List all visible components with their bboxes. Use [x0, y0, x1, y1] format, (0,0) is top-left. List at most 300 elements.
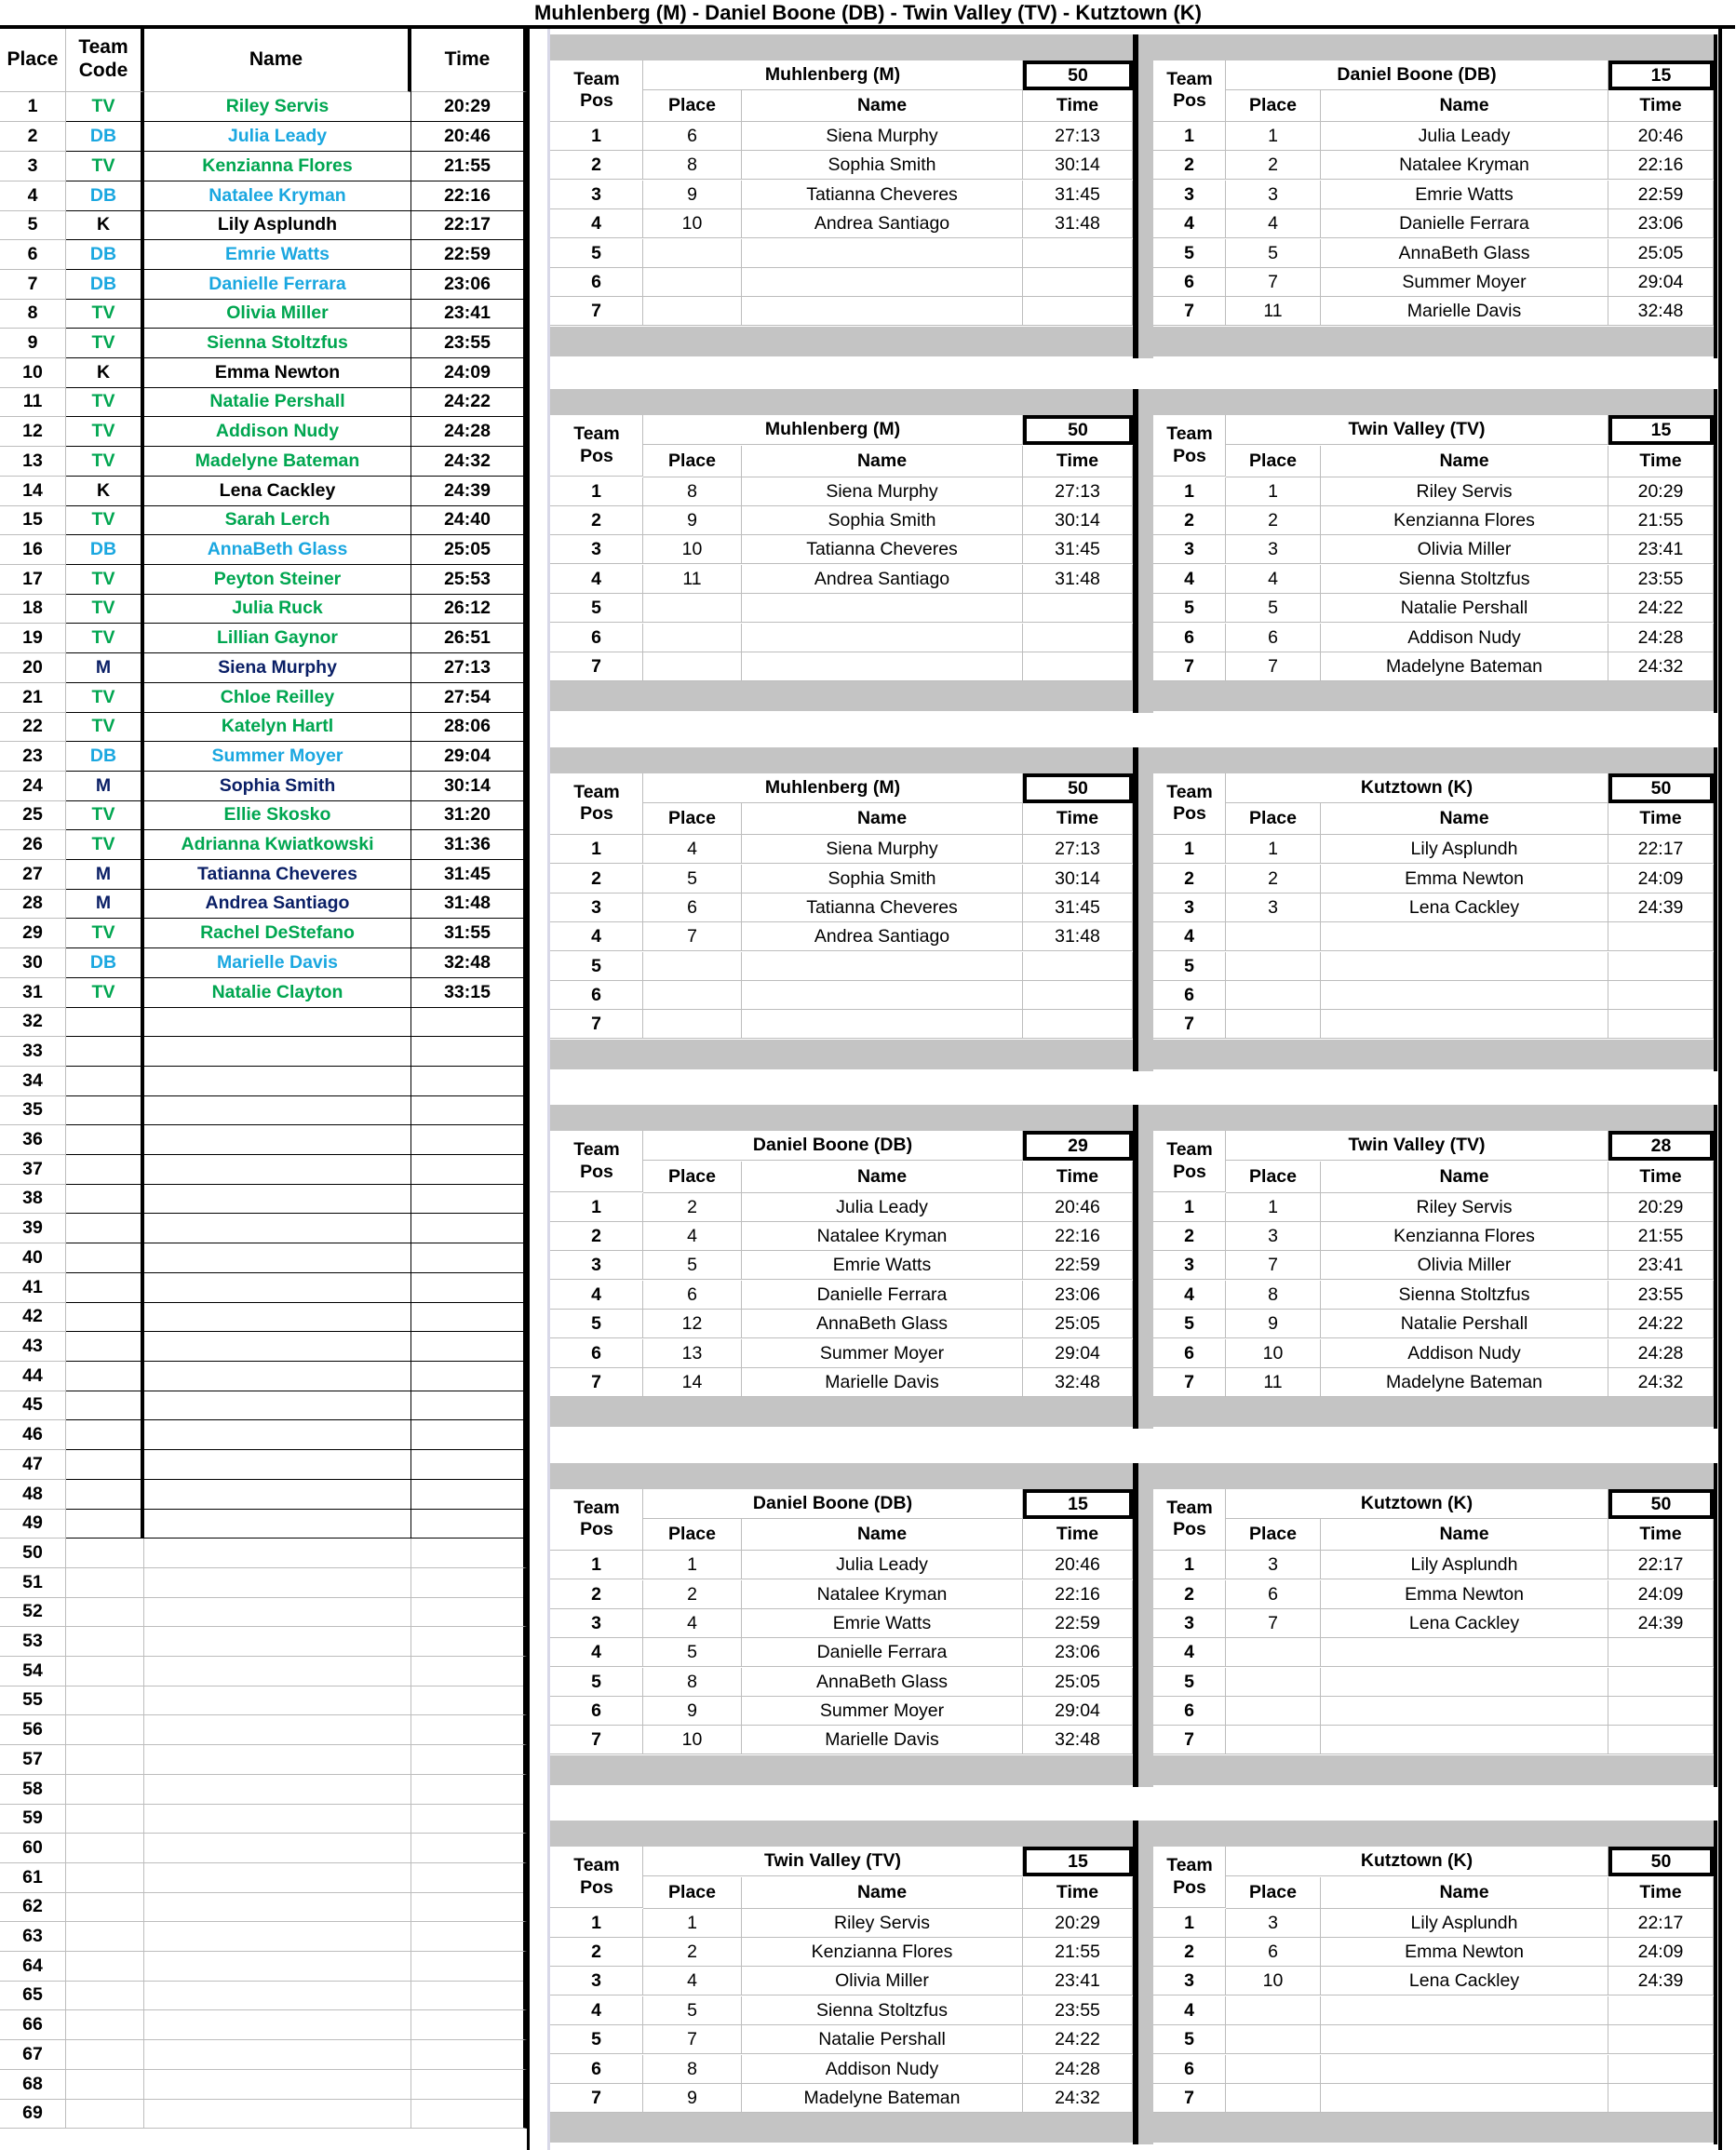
- runner-name: [144, 1834, 411, 1863]
- team-code: [66, 1568, 144, 1598]
- runner-time: [411, 1273, 527, 1303]
- runner-name: [144, 2040, 411, 2070]
- team-code: DB: [66, 122, 144, 152]
- runner-name: Olivia Miller: [1321, 535, 1608, 564]
- runner-name: [144, 1214, 411, 1243]
- runner-name: [144, 1007, 411, 1037]
- runner-time: 27:13: [411, 653, 527, 683]
- runner-time: 24:32: [411, 447, 527, 477]
- gray-band: [550, 1397, 1133, 1427]
- team-pos: 6: [550, 624, 643, 652]
- runner-place: [1226, 981, 1321, 1010]
- team-code: DB: [66, 181, 144, 211]
- team-header: Team: [573, 1498, 620, 1518]
- runner-name: AnnaBeth Glass: [144, 535, 411, 565]
- header-place: Place: [0, 27, 66, 92]
- team-pos: 4: [550, 565, 643, 594]
- runner-time: [1608, 1697, 1714, 1726]
- runner-time: 23:41: [411, 299, 527, 329]
- team-pos: 5: [550, 2025, 643, 2054]
- team-pos: 3: [1153, 181, 1226, 209]
- place-number: 17: [0, 565, 66, 595]
- team-pos: 1: [550, 835, 643, 864]
- team-pos: 4: [1153, 1638, 1226, 1667]
- runner-time: [1023, 952, 1133, 981]
- team-pos: 1: [550, 1909, 643, 1938]
- place-number: 38: [0, 1184, 66, 1214]
- runner-name: Emma Newton: [1321, 865, 1608, 894]
- runner-name: Peyton Steiner: [144, 565, 411, 595]
- runner-place: 6: [1226, 624, 1321, 652]
- runner-place: 9: [643, 1697, 742, 1726]
- runner-name: Lena Cackley: [1321, 1609, 1608, 1638]
- place-header: Place: [1226, 1519, 1321, 1551]
- runner-time: [1608, 922, 1714, 951]
- team-pos: 7: [550, 1726, 643, 1754]
- place-header: Place: [643, 1877, 742, 1909]
- runner-place: 4: [1226, 565, 1321, 594]
- pos-header: Pos: [580, 90, 613, 111]
- team-score: 15: [1608, 60, 1714, 90]
- team-pos: 1: [550, 1193, 643, 1222]
- pos-header: Pos: [1173, 1519, 1206, 1539]
- runner-time: [411, 1125, 527, 1155]
- runner-place: 9: [643, 2084, 742, 2113]
- runner-place: [1226, 1010, 1321, 1039]
- team-code: TV: [66, 978, 144, 1008]
- place-number: 66: [0, 2010, 66, 2040]
- header-time: Time: [411, 27, 527, 92]
- runner-time: [1608, 981, 1714, 1010]
- runner-name: [742, 594, 1023, 623]
- runner-name: Addison Nudy: [1321, 624, 1608, 652]
- gray-band: [550, 1463, 1133, 1489]
- runner-time: [411, 2040, 527, 2070]
- runner-time: 31:48: [1023, 209, 1133, 238]
- team-code: [66, 1981, 144, 2010]
- runner-time: 23:06: [1608, 209, 1714, 238]
- runner-time: 22:17: [1608, 835, 1714, 864]
- team-pos: 5: [1153, 239, 1226, 268]
- runner-time: [411, 1243, 527, 1273]
- runner-time: [1023, 297, 1133, 326]
- runner-time: 24:22: [1608, 1310, 1714, 1338]
- team-code: [66, 1509, 144, 1539]
- team-code: [66, 1302, 144, 1332]
- runner-place: 2: [643, 1193, 742, 1222]
- runner-name: Tatianna Cheveres: [144, 860, 411, 890]
- team-code: TV: [66, 919, 144, 948]
- runner-time: 23:06: [1023, 1638, 1133, 1667]
- team-code: [66, 1922, 144, 1952]
- team-pos: 5: [550, 1668, 643, 1697]
- team-pos: 2: [1153, 1222, 1226, 1251]
- runner-time: 20:46: [1023, 1551, 1133, 1579]
- team-pos: 1: [1153, 1193, 1226, 1222]
- team-pos: 3: [1153, 894, 1226, 922]
- runner-name: [1321, 1668, 1608, 1697]
- team-code: [66, 1037, 144, 1067]
- team-name: Daniel Boone (DB): [643, 1489, 1023, 1519]
- place-number: 8: [0, 299, 66, 329]
- runner-time: 23:41: [1023, 1967, 1133, 1995]
- place-header: Place: [1226, 446, 1321, 477]
- runner-name: [742, 297, 1023, 326]
- place-number: 69: [0, 2099, 66, 2129]
- team-code: [66, 1892, 144, 1922]
- runner-time: 24:32: [1023, 2084, 1133, 2113]
- pos-header: Pos: [580, 1877, 613, 1898]
- runner-time: 31:36: [411, 830, 527, 860]
- team-code: [66, 1834, 144, 1863]
- runner-place: 9: [1226, 1310, 1321, 1338]
- place-number: 43: [0, 1332, 66, 1362]
- runner-time: 24:09: [411, 358, 527, 388]
- edge-line: [1714, 1821, 1717, 2144]
- runner-name: Danielle Ferrara: [742, 1281, 1023, 1310]
- runner-place: 8: [643, 1668, 742, 1697]
- team-code: [66, 1745, 144, 1775]
- team-pos: 3: [1153, 1609, 1226, 1638]
- team-pos: 2: [550, 865, 643, 894]
- runner-time: 23:55: [1608, 565, 1714, 594]
- runner-name: [144, 1302, 411, 1332]
- place-number: 23: [0, 742, 66, 772]
- runner-time: 32:48: [1608, 297, 1714, 326]
- runner-name: Lily Asplundh: [1321, 1551, 1608, 1579]
- runner-place: 7: [643, 922, 742, 951]
- runner-time: 23:06: [1023, 1281, 1133, 1310]
- team-code: M: [66, 889, 144, 919]
- place-number: 46: [0, 1420, 66, 1450]
- runner-time: [411, 1892, 527, 1922]
- runner-time: 32:48: [1023, 1368, 1133, 1397]
- runner-name: [1321, 2025, 1608, 2054]
- runner-place: 6: [1226, 1580, 1321, 1609]
- place-number: 37: [0, 1155, 66, 1185]
- gray-band: [550, 747, 1133, 773]
- runner-time: 24:39: [1608, 1967, 1714, 1995]
- runner-time: 31:48: [1023, 922, 1133, 951]
- runner-name: [742, 981, 1023, 1010]
- place-header: Place: [1226, 1162, 1321, 1193]
- team-score: 50: [1023, 415, 1133, 445]
- runner-time: [1608, 952, 1714, 981]
- runner-place: 11: [643, 565, 742, 594]
- runner-name: Rachel DeStefano: [144, 919, 411, 948]
- runner-name: Julia Leady: [1321, 122, 1608, 151]
- runner-name: Emma Newton: [1321, 1938, 1608, 1967]
- team-code: K: [66, 358, 144, 388]
- place-number: 65: [0, 1981, 66, 2010]
- runner-name: [1321, 1726, 1608, 1754]
- team-code: TV: [66, 417, 144, 447]
- runner-time: 24:40: [411, 505, 527, 535]
- runner-place: 4: [643, 1609, 742, 1638]
- divider-line: [1133, 1105, 1138, 1429]
- gray-band: [1153, 1105, 1715, 1131]
- runner-place: [1226, 1638, 1321, 1667]
- runner-time: 26:12: [411, 594, 527, 624]
- runner-name: Chloe Reilley: [144, 683, 411, 713]
- runner-place: 7: [1226, 1609, 1321, 1638]
- team-pos: 6: [1153, 2055, 1226, 2084]
- runner-name: [742, 239, 1023, 268]
- team-pos: 5: [1153, 1310, 1226, 1338]
- runner-time: [1608, 1996, 1714, 2025]
- runner-place: [1226, 1668, 1321, 1697]
- runner-name: Natalee Kryman: [144, 181, 411, 211]
- team-score: 50: [1608, 773, 1714, 803]
- place-number: 42: [0, 1302, 66, 1332]
- team-pos: 6: [1153, 268, 1226, 297]
- team-header: Team: [1166, 1139, 1213, 1160]
- runner-time: [1023, 1010, 1133, 1039]
- time-header: Time: [1608, 803, 1714, 835]
- team-name: Daniel Boone (DB): [1226, 60, 1608, 90]
- runner-name: Lena Cackley: [1321, 1967, 1608, 1995]
- sheet-right-border: [1718, 27, 1722, 2150]
- runner-time: 29:04: [1023, 1339, 1133, 1368]
- runner-time: [411, 1981, 527, 2010]
- runner-time: 23:55: [411, 329, 527, 358]
- team-pos: 4: [550, 1996, 643, 2025]
- team-code: TV: [66, 447, 144, 477]
- team-header: Team: [573, 69, 620, 89]
- team-code: [66, 1686, 144, 1715]
- runner-place: 1: [1226, 122, 1321, 151]
- place-number: 27: [0, 860, 66, 890]
- place-header: Place: [1226, 803, 1321, 835]
- runner-time: [411, 2070, 527, 2100]
- name-header: Name: [742, 1519, 1023, 1551]
- runner-place: 1: [1226, 835, 1321, 864]
- runner-time: [1023, 239, 1133, 268]
- runner-place: 4: [1226, 209, 1321, 238]
- pos-header: Pos: [580, 1162, 613, 1182]
- team-name: Muhlenberg (M): [643, 773, 1023, 803]
- runner-name: Julia Leady: [742, 1551, 1023, 1579]
- team-pos: 7: [1153, 652, 1226, 681]
- runner-time: [411, 2010, 527, 2040]
- team-code: [66, 1095, 144, 1125]
- time-header: Time: [1023, 803, 1133, 835]
- team-code: [66, 1539, 144, 1568]
- team-code: [66, 2010, 144, 2040]
- spacer: [527, 1463, 547, 1787]
- runner-name: Natalee Kryman: [742, 1580, 1023, 1609]
- runner-time: [1608, 1638, 1714, 1667]
- edge-line: [1714, 1463, 1717, 1787]
- spacer: [527, 389, 547, 713]
- team-pos: 4: [1153, 922, 1226, 951]
- spacer: [527, 1821, 547, 2144]
- runner-time: 20:46: [411, 122, 527, 152]
- runner-name: [1321, 1996, 1608, 2025]
- runner-time: [1023, 624, 1133, 652]
- runner-name: Siena Murphy: [742, 122, 1023, 151]
- runner-time: 24:22: [1608, 594, 1714, 623]
- runner-name: [144, 1362, 411, 1391]
- runner-name: Olivia Miller: [742, 1967, 1023, 1995]
- team-pos: 7: [1153, 2084, 1226, 2113]
- team-pos: 7: [550, 652, 643, 681]
- divider-line: [1133, 1463, 1138, 1787]
- runner-time: [411, 1095, 527, 1125]
- runner-name: Julia Ruck: [144, 594, 411, 624]
- gray-band: [550, 1755, 1133, 1785]
- team-code: TV: [66, 387, 144, 417]
- runner-time: 23:41: [1608, 1251, 1714, 1280]
- runner-name: [1321, 1638, 1608, 1667]
- team-code: [66, 2099, 144, 2129]
- time-header: Time: [1608, 1519, 1714, 1551]
- runner-time: 21:55: [1608, 506, 1714, 535]
- runner-name: Lily Asplundh: [1321, 835, 1608, 864]
- team-pos: 5: [550, 952, 643, 981]
- runner-place: 8: [1226, 1281, 1321, 1310]
- team-code: TV: [66, 299, 144, 329]
- team-code: [66, 1155, 144, 1185]
- team-header: Team: [573, 1855, 620, 1875]
- runner-place: 4: [643, 835, 742, 864]
- runner-time: 30:14: [1023, 151, 1133, 180]
- runner-place: 10: [643, 1726, 742, 1754]
- runner-name: [144, 1745, 411, 1775]
- runner-time: [411, 1332, 527, 1362]
- runner-name: Addison Nudy: [1321, 1339, 1608, 1368]
- runner-name: Natalie Pershall: [1321, 594, 1608, 623]
- runner-name: Marielle Davis: [742, 1726, 1023, 1754]
- runner-time: 29:04: [1608, 268, 1714, 297]
- runner-name: Olivia Miller: [144, 299, 411, 329]
- team-code: [66, 1480, 144, 1510]
- place-number: 30: [0, 948, 66, 978]
- name-header: Name: [1321, 1877, 1608, 1909]
- team-pos: 1: [1153, 1909, 1226, 1938]
- runner-name: [742, 624, 1023, 652]
- page-title: Muhlenberg (M) - Daniel Boone (DB) - Twin Valley (TV) - Kutztown (K): [534, 1, 1202, 24]
- team-pos: 6: [1153, 1697, 1226, 1726]
- team-pos: 2: [550, 1222, 643, 1251]
- runner-name: [1321, 1697, 1608, 1726]
- runner-time: 26:51: [411, 624, 527, 653]
- runner-place: 2: [1226, 506, 1321, 535]
- runner-time: 31:48: [411, 889, 527, 919]
- team-code: [66, 1332, 144, 1362]
- runner-time: 22:17: [1608, 1909, 1714, 1938]
- runner-name: Adrianna Kwiatkowski: [144, 830, 411, 860]
- runner-place: [643, 652, 742, 681]
- runner-name: Tatianna Cheveres: [742, 535, 1023, 564]
- runner-name: AnnaBeth Glass: [1321, 239, 1608, 268]
- runner-name: Julia Leady: [742, 1193, 1023, 1222]
- team-pos: 6: [1153, 624, 1226, 652]
- runner-time: [1608, 1668, 1714, 1697]
- team-pos: 6: [550, 1697, 643, 1726]
- runner-name: Sarah Lerch: [144, 505, 411, 535]
- place-number: 12: [0, 417, 66, 447]
- runner-name: [1321, 2055, 1608, 2084]
- place-number: 55: [0, 1686, 66, 1715]
- gray-band: [1153, 1397, 1715, 1427]
- runner-time: [411, 1480, 527, 1510]
- runner-time: 22:16: [1608, 151, 1714, 180]
- team-code: [66, 1125, 144, 1155]
- gray-band: [550, 681, 1133, 711]
- runner-place: 2: [643, 1580, 742, 1609]
- gray-band: [1153, 1821, 1715, 1847]
- place-number: 35: [0, 1095, 66, 1125]
- runner-time: 23:06: [411, 270, 527, 300]
- runner-place: 2: [1226, 151, 1321, 180]
- name-header: Name: [1321, 803, 1608, 835]
- runner-name: [742, 1010, 1023, 1039]
- runner-name: [1321, 922, 1608, 951]
- runner-time: 32:48: [1023, 1726, 1133, 1754]
- runner-name: Sophia Smith: [742, 506, 1023, 535]
- team-name: Twin Valley (TV): [643, 1847, 1023, 1876]
- team-code: DB: [66, 742, 144, 772]
- team-code: [66, 1243, 144, 1273]
- runner-time: [411, 1922, 527, 1952]
- runner-time: 22:59: [1023, 1251, 1133, 1280]
- gray-band: [550, 389, 1133, 415]
- place-number: 18: [0, 594, 66, 624]
- runner-time: 24:22: [411, 387, 527, 417]
- runner-place: [1226, 952, 1321, 981]
- runner-name: [144, 1627, 411, 1657]
- runner-name: [144, 1155, 411, 1185]
- divider-line: [1133, 34, 1138, 358]
- gray-band: [1153, 327, 1715, 356]
- runner-place: 5: [643, 1638, 742, 1667]
- pos-header: Pos: [580, 803, 613, 824]
- runner-name: Siena Murphy: [742, 835, 1023, 864]
- team-pos: 1: [1153, 122, 1226, 151]
- team-score: 50: [1023, 773, 1133, 803]
- team-score: 28: [1608, 1131, 1714, 1161]
- runner-place: 2: [1226, 865, 1321, 894]
- runner-time: [411, 1627, 527, 1657]
- runner-time: 25:05: [1023, 1668, 1133, 1697]
- runner-place: [1226, 1697, 1321, 1726]
- runner-time: 32:48: [411, 948, 527, 978]
- runner-name: Natalie Pershall: [1321, 1310, 1608, 1338]
- place-number: 63: [0, 1922, 66, 1952]
- spacer: [527, 1105, 547, 1429]
- place-number: 11: [0, 387, 66, 417]
- team-pos: 7: [550, 297, 643, 326]
- runner-time: 20:29: [1608, 477, 1714, 506]
- team-pos: 1: [550, 122, 643, 151]
- runner-name: [144, 1332, 411, 1362]
- team-code: DB: [66, 948, 144, 978]
- team-code: [66, 1007, 144, 1037]
- place-number: 59: [0, 1804, 66, 1834]
- team-code: [66, 1597, 144, 1627]
- runner-place: [1226, 1726, 1321, 1754]
- runner-name: Danielle Ferrara: [742, 1638, 1023, 1667]
- runner-name: Sienna Stoltzfus: [1321, 1281, 1608, 1310]
- runner-name: Sophia Smith: [144, 772, 411, 801]
- place-header: Place: [643, 1519, 742, 1551]
- runner-name: Katelyn Hartl: [144, 712, 411, 742]
- runner-time: 24:28: [1608, 624, 1714, 652]
- runner-time: [411, 1539, 527, 1568]
- runner-time: [411, 1391, 527, 1420]
- place-number: 33: [0, 1037, 66, 1067]
